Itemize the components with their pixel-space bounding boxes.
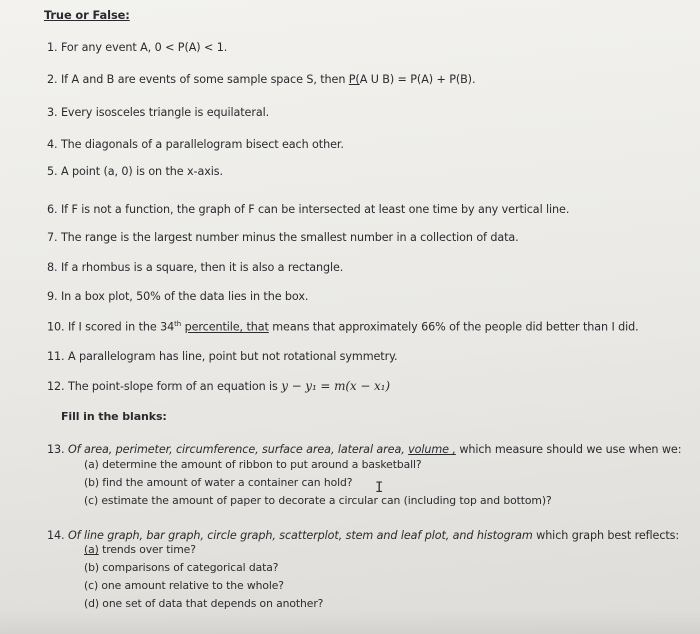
question-14 bbox=[47, 529, 679, 542]
question-14-item-a-label: (a) bbox=[84, 543, 99, 556]
question-5-number: 5. bbox=[47, 165, 58, 178]
true-false-heading: True or False: bbox=[44, 8, 130, 22]
question-11-text: A parallelogram has line, point but not rotational symmetry. bbox=[67, 350, 398, 363]
question-9-text: In a box plot, 50% of the data lies in the box. bbox=[60, 290, 309, 303]
question-4-text: The diagonals of a parallelogram bisect each other. bbox=[60, 138, 344, 151]
question-10-superscript: th bbox=[174, 320, 182, 328]
question-6-text: If F is not a function, the graph of F can be intersected at least one time by any vertical line. bbox=[60, 203, 570, 216]
question-10-text-post: means that approximately 66% of the people did better than I did. bbox=[268, 320, 639, 334]
question-13-rest: which measure should we use when we: bbox=[455, 443, 682, 456]
question-10-number: 10. bbox=[47, 320, 65, 334]
question-12 bbox=[47, 379, 390, 393]
question-13-item-a: (a) determine the amount of ribbon to put around a basketball? bbox=[84, 458, 422, 471]
question-13-item-c: (c) estimate the amount of paper to decorate a circular can (including top and bottom)? bbox=[84, 494, 552, 507]
question-7-text: The range is the largest number minus the smallest number in a collection of data. bbox=[60, 231, 519, 244]
question-13-item-b: (b) find the amount of water a container can hold? bbox=[84, 476, 353, 489]
question-14-item-a-text: trends over time? bbox=[98, 543, 196, 556]
question-10-text-pre: If I scored in the 34 bbox=[67, 320, 175, 334]
question-8 bbox=[47, 261, 343, 274]
question-4 bbox=[47, 138, 344, 151]
question-13-underlined: volume , bbox=[408, 443, 456, 456]
question-8-number: 8. bbox=[47, 261, 58, 274]
question-14-number: 14. bbox=[47, 529, 65, 542]
question-3-text: Every isosceles triangle is equilateral. bbox=[60, 106, 270, 119]
question-5 bbox=[47, 165, 223, 178]
question-1 bbox=[47, 41, 227, 54]
fill-in-heading: Fill in the blanks: bbox=[61, 410, 167, 423]
question-2-text-pre: If A and B are events of some sample space S, then bbox=[60, 73, 349, 86]
question-6-number: 6. bbox=[47, 203, 58, 216]
question-14-italic: Of line graph, bar graph, circle graph, scatterplot, stem and leaf plot, and histogram bbox=[67, 529, 533, 542]
question-2-number: 2. bbox=[47, 73, 58, 86]
question-13-number: 13. bbox=[47, 443, 65, 456]
question-2-text-post: A U B) = P(A) + P(B). bbox=[359, 73, 476, 86]
question-7-number: 7. bbox=[47, 231, 58, 244]
page-shadow bbox=[0, 610, 700, 634]
question-14-item-c: (c) one amount relative to the whole? bbox=[84, 579, 284, 592]
point-slope-equation: y − y₁ = m(x − x₁) bbox=[281, 379, 390, 393]
question-4-number: 4. bbox=[47, 138, 58, 151]
question-14-item-a bbox=[84, 543, 196, 556]
question-3 bbox=[47, 106, 269, 119]
question-1-text: For any event A, 0 < P(A) < 1. bbox=[60, 41, 228, 54]
question-1-number: 1. bbox=[47, 41, 58, 54]
text-cursor-icon: I bbox=[375, 480, 384, 496]
question-11 bbox=[47, 350, 397, 363]
question-2 bbox=[47, 73, 475, 86]
question-6 bbox=[47, 203, 569, 216]
question-12-text: The point-slope form of an equation is bbox=[67, 380, 278, 393]
question-7 bbox=[47, 231, 519, 244]
question-5-text: A point (a, 0) is on the x-axis. bbox=[60, 165, 223, 178]
question-10-underlined: percentile, that bbox=[184, 320, 269, 334]
question-12-number: 12. bbox=[47, 380, 65, 393]
question-14-item-b: (b) comparisons of categorical data? bbox=[84, 561, 279, 574]
question-8-text: If a rhombus is a square, then it is also a rectangle. bbox=[60, 261, 344, 274]
question-14-rest: which graph best reflects: bbox=[532, 529, 680, 542]
question-10 bbox=[47, 320, 639, 334]
question-14-item-d: (d) one set of data that depends on another? bbox=[84, 597, 324, 610]
question-9-number: 9. bbox=[47, 290, 58, 303]
question-3-number: 3. bbox=[47, 106, 58, 119]
question-13 bbox=[47, 443, 681, 456]
question-13-italic: Of area, perimeter, circumference, surface area, lateral area, bbox=[67, 443, 409, 456]
question-2-underlined: P( bbox=[348, 73, 360, 86]
question-9 bbox=[47, 290, 308, 303]
question-11-number: 11. bbox=[47, 350, 65, 363]
